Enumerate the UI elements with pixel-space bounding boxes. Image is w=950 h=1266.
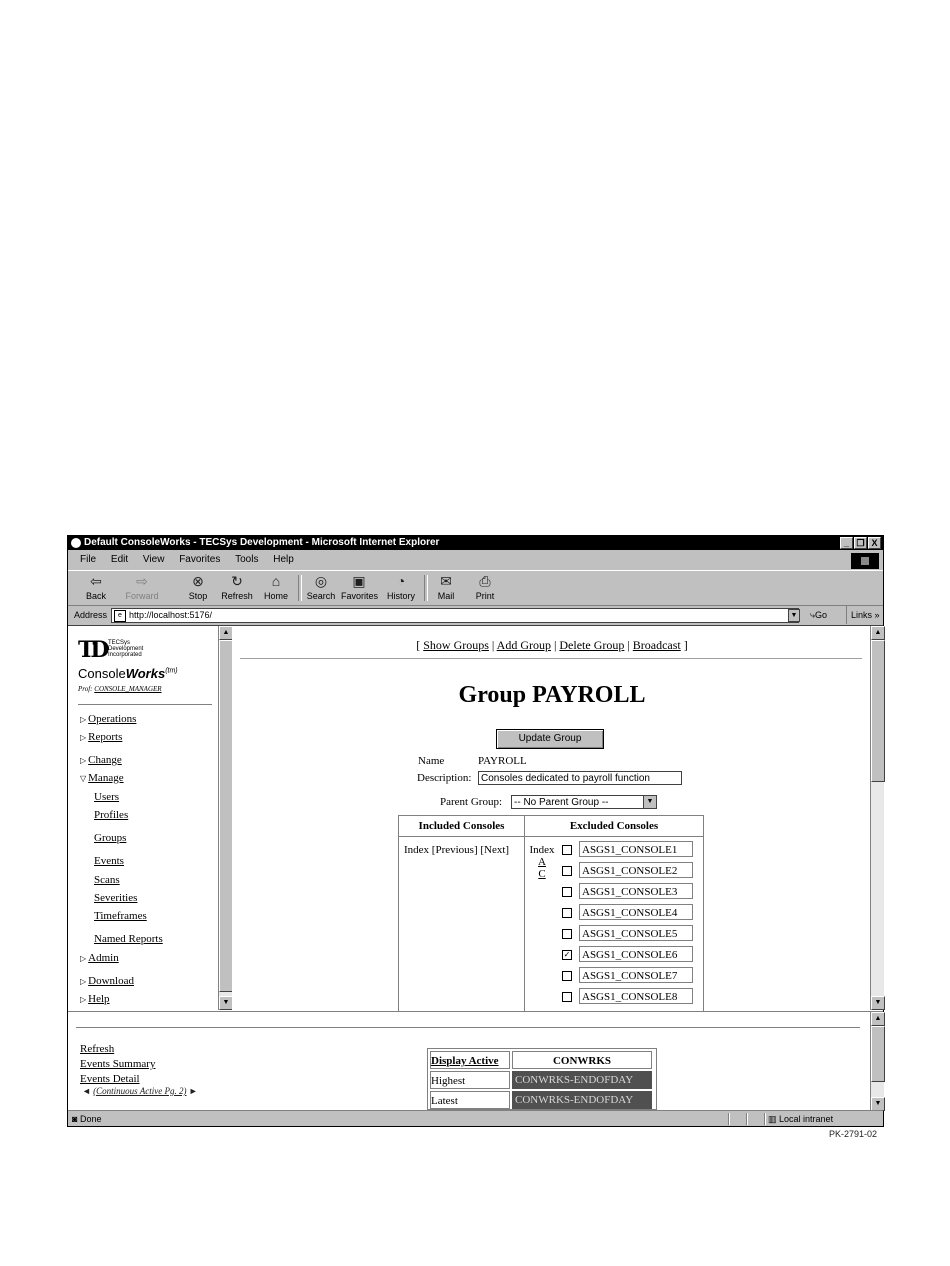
excluded-consoles-header: Excluded Consoles [525,816,703,837]
nav-severities[interactable]: Severities [94,892,138,904]
expand-triangle-icon: ▷ [80,995,87,1004]
delete-group-link[interactable]: Delete Group [559,638,625,652]
company-line-3: Incorporated [108,652,142,658]
forward-button[interactable]: ⇨ Forward [125,573,159,601]
scroll-thumb[interactable] [219,640,233,992]
continuous-active-pager [82,1086,198,1096]
nav-reports[interactable]: ▷ Reports [80,731,123,743]
page-icon: ◙ [72,1114,78,1124]
show-groups-link[interactable]: Show Groups [423,638,489,652]
nav-download[interactable]: ▷ Download [80,975,134,987]
nav-scrollbar[interactable] [218,626,232,1010]
scroll-up-button[interactable]: ▲ [871,626,885,640]
back-button[interactable]: ⇦ Back [78,573,114,601]
index-letter-c[interactable]: C [538,868,546,880]
main-scrollbar[interactable] [870,626,884,1010]
console-row [559,966,695,985]
menu-favorites[interactable]: Favorites [179,554,221,565]
console-name: ASGS1_CONSOLE3 [579,883,693,899]
refresh-link[interactable]: Refresh [80,1043,115,1055]
console-name: ASGS1_CONSOLE4 [579,904,693,920]
status-separator [764,1113,766,1125]
console-name: ASGS1_CONSOLE7 [579,967,693,983]
collapse-triangle-icon: ▽ [80,774,87,783]
back-arrow-icon: ⇦ [90,573,102,589]
console-checkbox[interactable] [562,929,572,939]
status-separator [746,1113,748,1125]
included-index[interactable]: Index [Previous] [Next] [404,844,510,856]
go-arrow-icon: ⤷ [810,610,816,620]
scroll-up-button[interactable]: ▲ [871,1012,885,1026]
events-summary-link[interactable]: Events Summary [80,1058,156,1070]
forward-arrow-icon: ⇨ [136,573,148,589]
profile-indicator: Prof: CONSOLE_MANAGER [78,685,162,693]
page-icon: e [114,610,126,622]
navigation-frame [68,626,232,1010]
latest-label: Latest [430,1091,510,1109]
main-frame [232,626,883,1010]
close-button[interactable]: X [868,537,881,549]
console-header: CONWRKS [512,1051,652,1069]
nav-named-reports[interactable]: Named Reports [94,933,163,945]
menu-tools[interactable]: Tools [235,554,259,565]
included-consoles-header: Included Consoles [399,816,524,837]
search-icon: ◎ [314,573,328,589]
name-value: PAYROLL [478,755,527,767]
bottom-scrollbar[interactable] [870,1012,884,1111]
print-button[interactable]: ⎙ Print [467,573,503,601]
toolbar-separator [298,575,302,601]
continuous-active-link[interactable]: (Continuous Active Pg. 2) [93,1086,187,1096]
address-url: http://localhost:5176/ [129,610,213,620]
menu-file[interactable]: File [80,554,97,565]
expand-triangle-icon: ▷ [80,733,87,742]
console-name: ASGS1_CONSOLE6 [579,946,693,962]
index-letter-a[interactable]: A [538,856,546,868]
search-button[interactable]: ◎ Search [303,573,339,601]
favorites-icon: ▣ [352,573,366,589]
minimize-button[interactable]: _ [840,537,853,549]
add-group-link[interactable]: Add Group [496,638,551,652]
console-name: ASGS1_CONSOLE5 [579,925,693,941]
console-checkbox[interactable] [562,992,572,1002]
page-content [68,625,883,1110]
events-detail-link[interactable]: Events Detail [80,1073,140,1085]
refresh-button[interactable]: ↻ Refresh [219,573,255,601]
excluded-index: Index A C [529,844,555,880]
highest-label: Highest [430,1071,510,1089]
restore-button[interactable]: ❐ [854,537,867,549]
console-row [559,945,695,964]
nav-scans[interactable]: Scans [94,874,120,886]
console-checkbox[interactable] [562,866,572,876]
nav-change[interactable]: ▷ Change [80,754,122,766]
console-checkbox[interactable] [562,887,572,897]
menu-help[interactable]: Help [273,554,294,565]
display-active-table [427,1048,657,1110]
chevron-down-icon: ▼ [643,796,656,808]
expand-triangle-icon: ▷ [80,954,87,963]
stop-button[interactable]: ⊗ Stop [180,573,216,601]
links-button[interactable]: Links » [846,606,880,624]
scroll-up-button[interactable]: ▲ [219,626,233,640]
window-title: Default ConsoleWorks - TECSys Development - Microsoft Internet Explorer [84,537,440,548]
scroll-thumb[interactable] [871,640,885,782]
console-checkbox-checked[interactable]: ✓ [563,950,571,959]
windows-logo-icon [851,553,879,569]
address-label: Address [74,610,108,620]
highest-event[interactable]: CONWRKS-ENDOFDAY [512,1071,652,1089]
console-row [559,903,695,922]
console-name: ASGS1_CONSOLE2 [579,862,693,878]
title-bar [68,536,883,550]
history-button[interactable]: ◔ History [383,573,419,601]
expand-triangle-icon: ▷ [80,977,87,986]
console-name: ASGS1_CONSOLE8 [579,988,693,1004]
nav-help[interactable]: ▷ Help [80,993,110,1005]
history-icon: ◔ [396,573,406,589]
favorites-button[interactable]: ▣ Favorites [341,573,379,601]
nav-admin[interactable]: ▷ Admin [80,952,119,964]
console-row [559,882,695,901]
address-input[interactable] [111,608,799,623]
figure-id: PK-2791-02 [829,1129,878,1139]
console-row [559,840,695,859]
description-label: Description: [417,772,472,784]
status-separator [728,1113,730,1125]
consoleworks-logo: ConsoleWorks$^{(tm)}$ [78,666,178,681]
mail-icon: ✉ [440,573,452,589]
console-row [559,861,695,880]
ie-icon [71,538,81,548]
page-title: Group PAYROLL [458,682,646,708]
nav-groups[interactable]: Groups [94,832,127,844]
console-checkbox[interactable] [562,908,572,918]
parent-group-select[interactable]: -- No Parent Group -- ▼ [511,795,657,809]
nav-users[interactable]: Users [94,791,120,803]
status-frame [68,1011,883,1111]
latest-event[interactable]: CONWRKS-ENDOFDAY [512,1091,652,1109]
browser-window [67,535,884,1127]
intranet-icon: ▥ [768,1114,777,1124]
menu-view[interactable]: View [142,554,165,565]
prev-page-icon[interactable]: ◄ [82,1086,91,1096]
menu-edit[interactable]: Edit [110,554,129,565]
name-label: Name [418,755,445,767]
console-checkbox[interactable] [562,845,572,855]
console-row [559,987,695,1006]
company-line-1: TECSys [108,640,131,646]
refresh-icon: ↻ [231,573,243,589]
menu-bar [68,552,883,568]
console-name: ASGS1_CONSOLE1 [579,841,693,857]
scroll-down-button[interactable]: ▼ [871,996,885,1010]
stop-icon: ⊗ [192,573,204,589]
home-button[interactable]: ⌂ Home [258,573,294,601]
expand-triangle-icon: ▷ [80,756,87,765]
scroll-thumb[interactable] [871,1026,885,1082]
next-page-icon[interactable]: ► [188,1086,198,1096]
nav-operations[interactable]: ▷ Operations [80,713,137,725]
expand-triangle-icon: ▷ [80,715,87,724]
update-group-button[interactable]: Update Group [496,729,604,749]
toolbar [68,570,883,606]
consoles-table [398,815,704,1012]
nav-events[interactable]: Events [94,855,124,867]
scroll-down-button[interactable]: ▼ [219,996,233,1010]
address-dropdown-button[interactable]: ▼ [788,609,800,622]
scroll-down-button[interactable]: ▼ [871,1097,885,1111]
profile-name-link[interactable]: CONSOLE_MANAGER [94,685,162,693]
security-zone: ▥ Local intranet [768,1114,834,1124]
column-divider [524,816,525,1011]
print-icon: ⎙ [479,573,491,589]
home-icon: ⌂ [271,573,281,589]
divider [240,658,862,659]
nav-timeframes[interactable]: Timeframes [94,910,147,922]
divider [76,1027,860,1028]
nav-manage[interactable]: ▽ Manage [80,772,124,784]
mail-button[interactable]: ✉ Mail [428,573,464,601]
td-logo-icon: TD [78,637,106,663]
nav-profiles[interactable]: Profiles [94,809,129,821]
broadcast-link[interactable]: Broadcast [632,638,681,652]
go-button[interactable]: ⤷Go [810,610,828,620]
console-row [559,924,695,943]
status-bar [68,1110,883,1127]
divider [78,704,212,705]
parent-group-label: Parent Group: [440,796,503,808]
company-line-2: Development [108,646,144,652]
description-field[interactable]: Consoles dedicated to payroll function [478,771,682,785]
address-bar [68,606,883,624]
console-checkbox[interactable] [562,971,572,981]
status-text: ◙ Done [72,1114,102,1124]
display-active-header[interactable]: Display Active [430,1051,510,1069]
group-actions: [ Show Groups | Add Group | Delete Group | Broadcast ] [416,638,688,652]
